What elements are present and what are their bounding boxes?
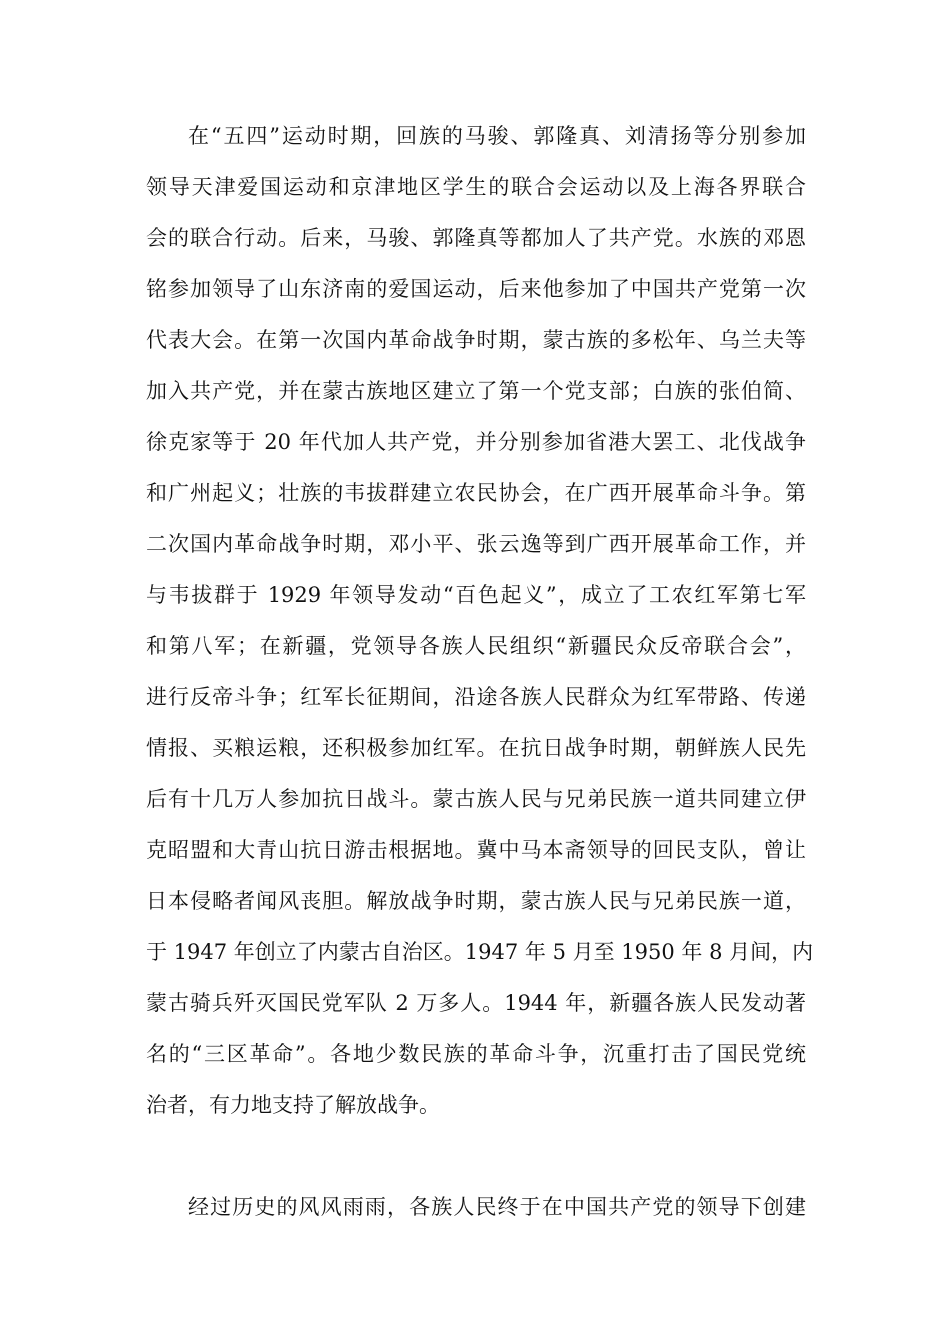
paragraph-line: 蒙古骑兵歼灭国民党军队 2 万多人。1944 年，新疆各族人民发动著 — [146, 991, 806, 1015]
paragraph-line: 二次国内革命战争时期，邓小平、张云逸等到广西开展革命工作，并 — [146, 532, 806, 556]
paragraph-line: 在“五四”运动时期，回族的马骏、郭隆真、刘清扬等分别参加 — [188, 124, 806, 148]
paragraph-line: 克昭盟和大青山抗日游击根据地。冀中马本斋领导的回民支队，曾让 — [146, 838, 806, 862]
paragraph-line: 领导天津爱国运动和京津地区学生的联合会运动以及上海各界联合 — [146, 175, 806, 199]
paragraph-line: 和广州起义；壮族的韦拔群建立农民协会，在广西开展革命斗争。第 — [146, 481, 806, 505]
paragraph-line: 铭参加领导了山东济南的爱国运动，后来他参加了中国共产党第一次 — [146, 277, 806, 301]
paragraph-line: 于 1947 年创立了内蒙古自治区。1947 年 5 月至 1950 年 8 月间，内 — [146, 940, 814, 964]
paragraph-line: 会的联合行动。后来，马骏、郭隆真等都加人了共产党。水族的邓恩 — [146, 226, 806, 250]
paragraph-line: 治者，有力地支持了解放战争。 — [146, 1093, 440, 1117]
paragraph-line: 情报、买粮运粮，还积极参加红军。在抗日战争时期，朝鲜族人民先 — [146, 736, 806, 760]
paragraph-line: 与韦拔群于 1929 年领导发动“百色起义”，成立了工农红军第七军 — [146, 583, 806, 607]
paragraph-line: 徐克家等于 20 年代加人共产党，并分别参加省港大罢工、北伐战争 — [146, 430, 806, 454]
paragraph-line: 经过历史的风风雨雨，各族人民终于在中国共产党的领导下创建 — [188, 1195, 806, 1219]
paragraph-line: 名的“三区革命”。各地少数民族的革命斗争，沉重打击了国民党统 — [146, 1042, 806, 1066]
paragraph-line: 后有十几万人参加抗日战斗。蒙古族人民与兄弟民族一道共同建立伊 — [146, 787, 806, 811]
paragraph-line: 代表大会。在第一次国内革命战争时期，蒙古族的多松年、乌兰夫等 — [146, 328, 806, 352]
paragraph-line: 和第八军；在新疆，党领导各族人民组织“新疆民众反帝联合会”， — [146, 634, 806, 658]
paragraph-line: 加入共产党，并在蒙古族地区建立了第一个党支部；白族的张伯简、 — [146, 379, 806, 403]
paragraph-line: 进行反帝斗争；红军长征期间，沿途各族人民群众为红军带路、传递 — [146, 685, 806, 709]
paragraph-line: 日本侵略者闻风丧胆。解放战争时期，蒙古族人民与兄弟民族一道， — [146, 889, 806, 913]
